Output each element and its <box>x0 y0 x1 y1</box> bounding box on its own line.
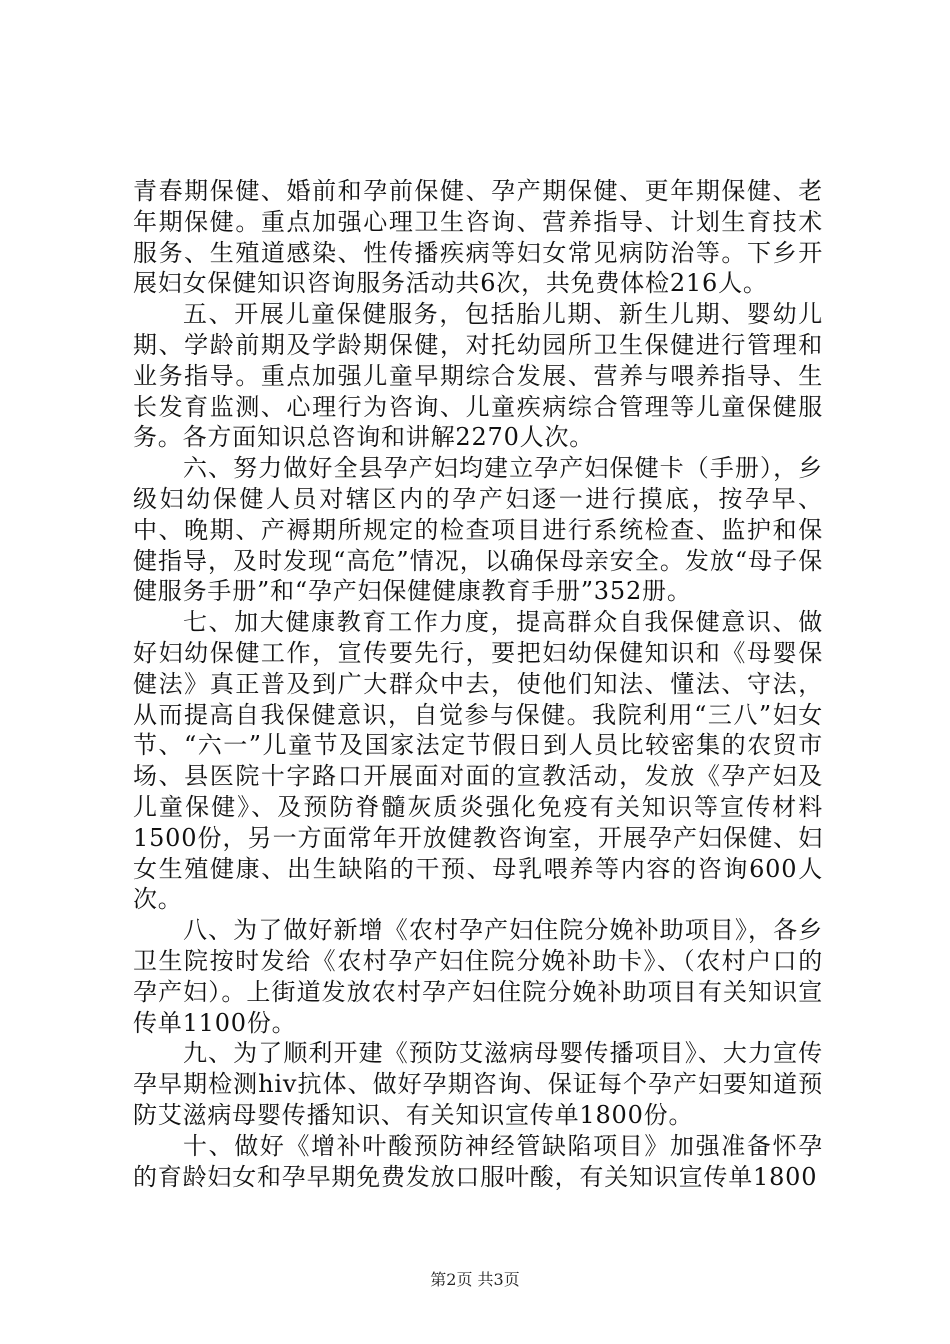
paragraph-item-8: 八、为了做好新增《农村孕产妇住院分娩补助项目》，各乡卫生院按时发给《农村孕产妇住院分娩补助卡》、（农村户口的孕产妇）。上街道发放农村孕产妇住院分娩补助项目有关知识宣传单1100份。 <box>133 916 823 1037</box>
paragraph-item-7: 七、加大健康教育工作力度，提高群众自我保健意识、做好妇幼保健工作，宣传要先行，要把妇幼保健知识和《母婴保健法》真正普及到广大群众中去，使他们知法、懂法、守法，从而提高自我保健意识，自觉参与保健。我院利用“三八”妇女节、“六一”儿童节及国家法定节假日到人员比较密集的农贸市场、县医院十字路口开展面对面的宣教活动，发放《孕产妇及儿童保健》、及预防脊髓灰质炎强化免疫有关知识等宣传材料1500份，另一方面常年开放健教咨询室，开展孕产妇保健、妇女生殖健康、出生缺陷的干预、母乳喂养等内容的咨询600人次。 <box>133 608 823 914</box>
paragraph-item-5: 五、开展儿童保健服务，包括胎儿期、新生儿期、婴幼儿期、学龄前期及学龄期保健，对托幼园所卫生保健进行管理和业务指导。重点加强儿童早期综合发展、营养与喂养指导、生长发育监测、心理行为咨询、儿童疾病综合管理等儿童保健服务。各方面知识总咨询和讲解2270人次。 <box>133 300 823 452</box>
paragraph-item-10: 十、做好《增补叶酸预防神经管缺陷项目》加强准备怀孕的育龄妇女和孕早期免费发放口服叶酸，有关知识宣传单1800 <box>133 1131 823 1191</box>
document-body <box>133 176 823 1192</box>
paragraph-item-9: 九、为了顺利开建《预防艾滋病母婴传播项目》、大力宣传孕早期检测hiv抗体、做好孕期咨询、保证每个孕产妇要知道预防艾滋病母婴传播知识、有关知识宣传单1800份。 <box>133 1039 823 1129</box>
paragraph-item-6: 六、努力做好全县孕产妇均建立孕产妇保健卡（手册），乡级妇幼保健人员对辖区内的孕产妇逐一进行摸底，按孕早、中、晚期、产褥期所规定的检查项目进行系统检查、监护和保健指导，及时发现“高危”情况，以确保母亲安全。发放“母子保健服务手册”和“孕产妇保健健康教育手册”352册。 <box>133 454 823 606</box>
page-footer: 第2页 共3页 <box>430 1270 520 1289</box>
paragraph-continuation: 青春期保健、婚前和孕前保健、孕产期保健、更年期保健、老年期保健。重点加强心理卫生咨询、营养指导、计划生育技术服务、生殖道感染、性传播疾病等妇女常见病防治等。下乡开展妇女保健知识咨询服务活动共6次，共免费体检216人。 <box>133 177 823 298</box>
